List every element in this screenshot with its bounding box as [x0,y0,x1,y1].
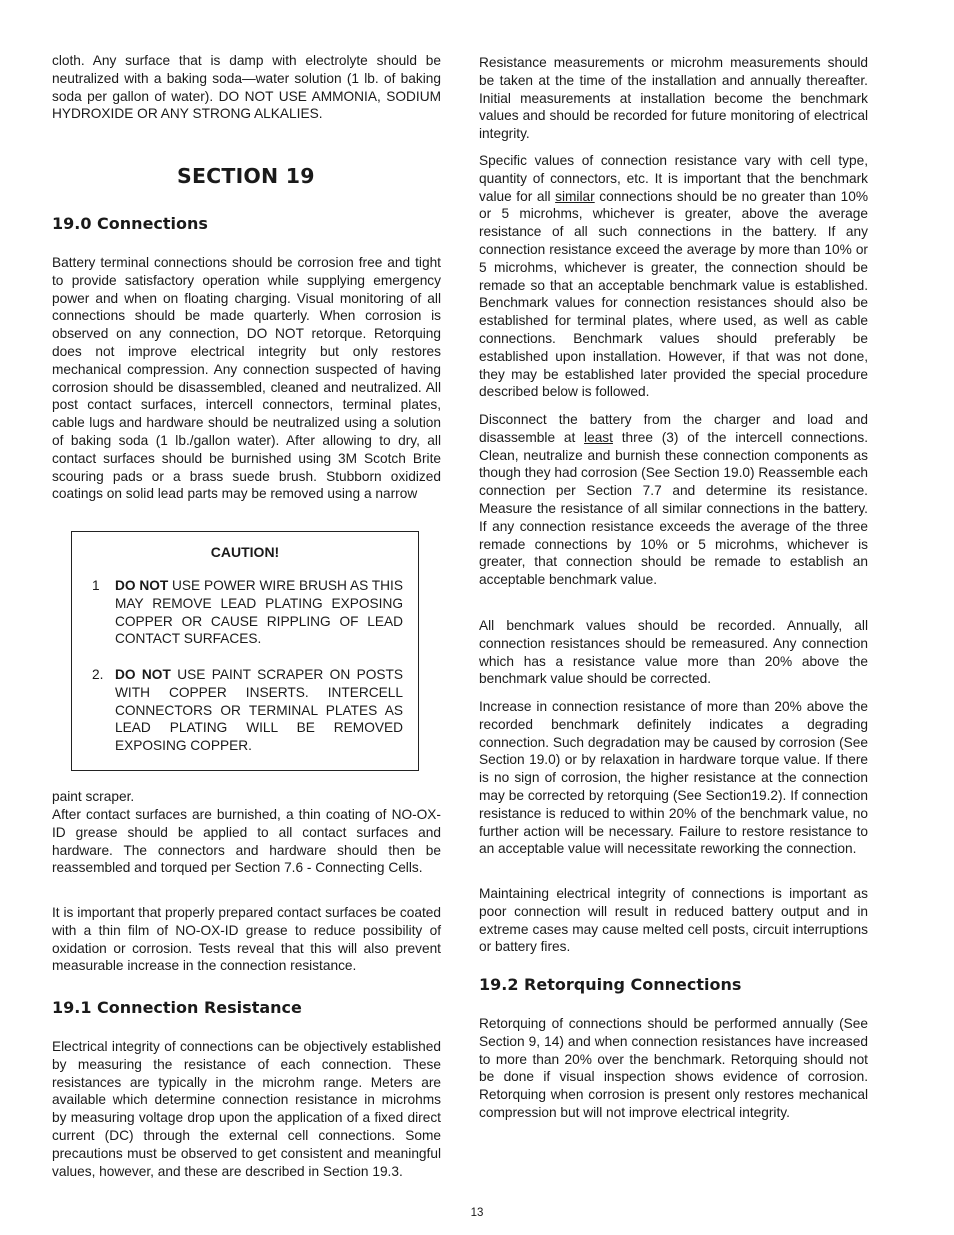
text-span: Disconnect the battery from the charger and load and disassemble at [479,412,868,445]
benchmark-paragraph [479,152,868,401]
integrity-paragraph: Maintaining electrical integrity of connections is important as poor connection will result in reduced battery output and in extreme cases may cause melted cell posts, circuit interruptions or battery fires. [479,886,868,955]
heading-19-0: 19.0 Connections [52,214,208,233]
caution-title: CAUTION! [210,544,280,560]
grease-paragraph: It is important that properly prepared contact surfaces be coated with a thin film of NO-OX-ID grease to reduce possibility of oxidation or corrosion. Tests reveal that this will also prevent measurable increase in the connection resistance. [52,905,441,974]
caution-item-emphasis: DO NOT [115,667,171,682]
caution-item-number: 2. [92,667,104,682]
measurements-paragraph: Resistance measurements or microhm measurements should be taken at the time of the installation and annually thereafter. Initial measurements at installation become the benchmark values and should be recorded for future monitoring of electrical integrity. [479,55,868,142]
caution-item-text: USE PAINT SCRAPER ON POSTS WITH COPPER INSERTS. INTERCELL CONNECTORS OR TERMINAL PLATES AS LEAD PLATING WILL BE REMOVED EXPOSING COPPER. [115,667,403,754]
connection-resistance-paragraph: Electrical integrity of connections can be objectively established by measuring the resistance of each connection. These resistances are typically in the microhm range. Meters are available which determine connection resistance in microhms by measuring voltage drop upon the application of a fixed direct current (DC) through the external cell connections. Some precautions must be observed to get consistent and meaningful values, however, and these are described in Section 19.3. [52,1039,441,1179]
underlined-word: similar [555,188,595,204]
connections-paragraph: Battery terminal connections should be corrosion free and tight to provide satisfactory operation while supplying emergency power and when on floating charging. Visual monitoring of all connections should be made quarterly. When corrosion is observed on any connection, DO NOT retorque. Retorquing does not improve electrical integrity but only restores mechanical compression. Any connection suspected of having corrosion should be disassembled, cleaned and neutralized. All post contact surfaces, intercell connectors, terminal plates, cable lugs and hardware should be neutralized using a solution of baking soda (1 lb./gallon water). After allowing to dry, all contact surfaces should be burnished using 3M Scotch Brite scouring pads or a brass suede brush. Stubborn oxidized coatings on solid lead parts may be removed using a narrow [52,255,441,502]
no-ox-id-paragraph: After contact surfaces are burnished, a thin coating of NO-OX-ID grease should be applied to all contact surfaces and hardware. The connectors and hardware should then be reassembled and torqued per Section 7.6 - Connecting Cells. [52,807,441,876]
page-number: 13 [470,1207,484,1219]
heading-19-2: 19.2 Retorquing Connections [479,975,742,994]
increase-paragraph: Increase in connection resistance of more than 20% above the recorded benchmark definitely indicates a degrading connection. Such degradation may be caused by corrosion (See Section 19.0) or by relaxation in hardware torque value. If there is no sign of corrosion, the higher resistance at the connection may be corrected by retorquing (See Section19.2). If connection resistance is reduced to within 20% of the benchmark value, no further action will be necessary. Failure to restore resistance to an acceptable value will necessitate reworking the connection. [479,699,868,857]
caution-box [71,531,419,771]
heading-19-1: 19.1 Connection Resistance [52,998,302,1017]
text-span: Specific values of connection resistance vary with cell type, quantity of connectors, etc. It is important that the benchmark value for all [479,153,868,204]
paint-scraper-line: paint scraper. [52,789,135,804]
retorquing-paragraph: Retorquing of connections should be performed annually (See Section 9, 14) and when connection resistances have increased to more than 20% over the benchmark. Retorquing should not be done if visual inspection shows evidence of corrosion. Retorquing when corrosion is present only restores mechanical compression but will not improve electrical integrity. [479,1016,868,1120]
disconnect-paragraph [479,411,868,589]
section-title: SECTION 19 [177,164,315,188]
caution-item-1 [92,577,403,648]
text-span: three (3) of the intercell connections. Clean, neutralize and burnish these connection components as though they had corrosion (See Section 19.0) Reassemble each connection per Section 7.7 and determine its resistance. Measure the resistance of all similar connections in the battery. If any connection resistance exceeds the average of the three remade connections by 10% or 5 microhms, whichever is greater, that connection should be remade to establish an acceptable benchmark value. [479,429,868,588]
recorded-values-paragraph: All benchmark values should be recorded. Annually, all connection resistances should be remeasured. Any connection which has a resistance value more than 20% above the benchmark value should be corrected. [479,618,868,687]
caution-item-text: USE POWER WIRE BRUSH AS THIS MAY REMOVE LEAD PLATING EXPOSING COPPER OR CAUSE RIPPLING OF LEAD CONTACT SURFACES. [115,578,403,647]
intro-paragraph: cloth. Any surface that is damp with electrolyte should be neutralized with a baking soda—water solution (1 lb. of baking soda per gallon of water). DO NOT USE AMMONIA, SODIUM HYDROXIDE OR ANY STRONG ALKALIES. [52,53,441,122]
caution-item-number: 1 [92,578,100,593]
caution-item-emphasis: DO NOT [115,578,169,593]
underlined-word: least [584,429,613,445]
text-span: connections should be no greater than 10% or 5 microhms, whichever is greater, above the average resistance of all such connections in the battery. If any connection resistance exceed the average by more than 10% or 5 microhms, whichever is greater, the connection should be remade so that an acceptable benchmark value is established. Benchmark values for connection resistances should also be established for terminal plates, where used, as well as cable connections. Benchmark values should preferably be established upon installation. However, if that was not done, they may be established later provided the special procedure described below is followed. [479,188,868,400]
caution-item-2 [92,666,403,755]
